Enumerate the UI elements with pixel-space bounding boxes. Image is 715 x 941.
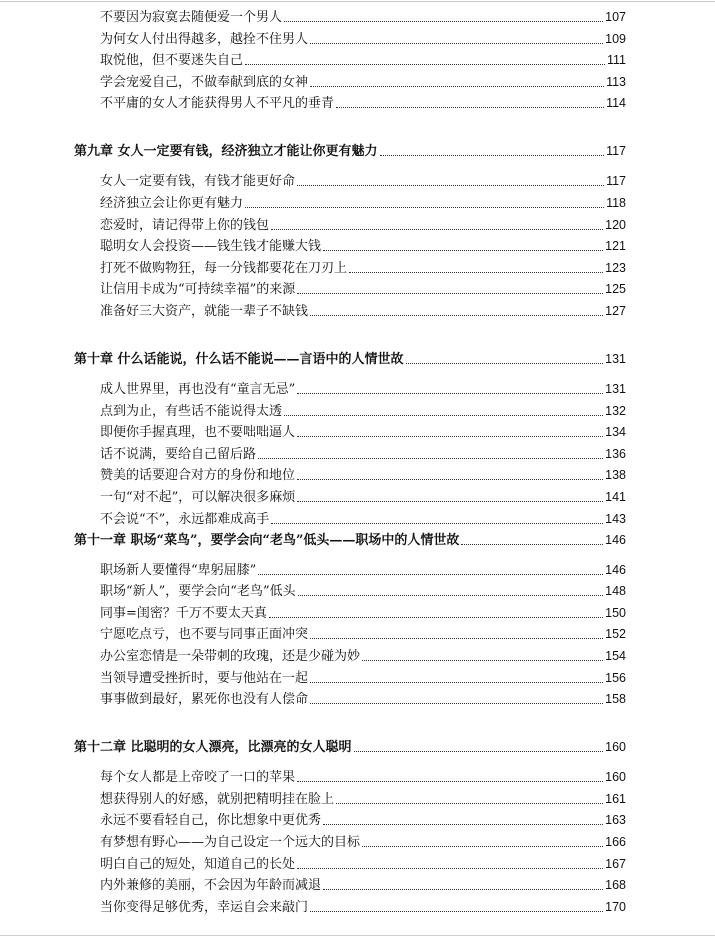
toc-entry[interactable] — [100, 8, 626, 26]
dot-leader — [258, 573, 603, 575]
dot-leader — [297, 867, 603, 869]
toc-entry[interactable] — [100, 51, 626, 69]
dot-leader — [406, 362, 604, 364]
entry-page-number: 138 — [605, 468, 626, 483]
toc-entry[interactable] — [100, 259, 626, 277]
entry-title: 内外兼修的美丽，不会因为年龄而减退 — [100, 878, 322, 894]
dot-leader — [310, 42, 603, 44]
toc-entry[interactable] — [100, 380, 626, 398]
chapter-page-number: 160 — [605, 740, 626, 755]
toc-entry[interactable] — [100, 30, 626, 48]
entry-title: 事事做到最好，累死你也没有人偿命 — [100, 692, 309, 708]
entry-page-number: 132 — [605, 403, 626, 418]
dot-leader — [354, 750, 604, 752]
entry-page-number: 134 — [605, 425, 626, 440]
entry-title: 当你变得足够优秀，幸运自会来敲门 — [100, 899, 309, 915]
dot-leader — [336, 802, 603, 804]
dot-leader — [362, 659, 603, 661]
dot-leader — [245, 63, 605, 65]
toc-entry[interactable] — [100, 510, 626, 528]
dot-leader — [258, 457, 603, 459]
chapter-title: 第十一章 职场“菜鸟”，要学会向“老鸟”低头——职场中的人情世故 — [74, 532, 460, 548]
dot-leader — [245, 206, 604, 208]
entry-title: 即便你手握真理，也不要咄咄逼人 — [100, 425, 296, 441]
toc-entry[interactable] — [100, 237, 626, 255]
entry-page-number: 163 — [605, 813, 626, 828]
entry-title: 职场“新人”，要学会向“老鸟”低头 — [100, 584, 296, 600]
entry-page-number: 170 — [605, 899, 626, 914]
toc-entry[interactable] — [100, 561, 626, 579]
toc-entry[interactable] — [100, 488, 626, 506]
entry-page-number: 141 — [605, 490, 626, 504]
dot-leader — [297, 184, 604, 186]
dot-leader — [271, 522, 603, 524]
toc-entry[interactable] — [100, 625, 626, 643]
chapter-heading[interactable] — [74, 142, 626, 160]
dot-leader — [310, 637, 603, 639]
dot-leader — [297, 478, 603, 480]
entry-page-number: 123 — [605, 260, 626, 275]
chapter-heading[interactable] — [74, 531, 626, 549]
entry-page-number: 148 — [605, 584, 626, 599]
entry-title: 职场新人要懂得“卑躬屈膝” — [100, 562, 257, 578]
dot-leader — [323, 823, 603, 825]
entry-title: 经济独立会让你更有魅力 — [100, 196, 244, 211]
entry-page-number: 131 — [605, 382, 626, 396]
dot-leader — [298, 594, 604, 596]
toc-entry[interactable] — [100, 302, 626, 320]
dot-leader — [271, 228, 603, 230]
toc-entry[interactable] — [100, 833, 626, 851]
dot-leader — [310, 910, 603, 912]
entry-page-number: 161 — [605, 791, 626, 806]
entry-title: 恋爱时，请记得带上你的钱包 — [100, 217, 270, 233]
entry-title: 一句“对不起”，可以解决很多麻烦 — [100, 490, 296, 505]
dot-leader — [297, 292, 603, 294]
toc-entry[interactable] — [100, 280, 626, 298]
dot-leader — [310, 314, 603, 316]
chapter-page-number: 131 — [605, 352, 626, 366]
entry-page-number: 167 — [605, 856, 626, 871]
entry-title: 想获得别人的好感，就别把精明挂在脸上 — [100, 791, 335, 807]
toc-entry[interactable] — [100, 811, 626, 829]
toc-entry[interactable] — [100, 423, 626, 441]
toc-entry[interactable] — [100, 604, 626, 622]
toc-entry[interactable] — [100, 172, 626, 190]
toc-entry[interactable] — [100, 669, 626, 687]
toc-entry[interactable] — [100, 855, 626, 873]
chapter-title: 第十章 什么话能说，什么话不能说——言语中的人情世故 — [74, 352, 404, 367]
toc-entry[interactable] — [100, 647, 626, 665]
entry-title: 不要因为寂寞去随便爱一个男人 — [100, 10, 283, 25]
entry-page-number: 150 — [605, 605, 626, 620]
toc-entry[interactable] — [100, 768, 626, 786]
dot-leader — [336, 106, 604, 108]
dot-leader — [349, 271, 603, 273]
entry-title: 女人一定要有钱，有钱才能更好命 — [100, 174, 296, 190]
entry-page-number: 111 — [606, 53, 626, 68]
entry-page-number: 113 — [606, 74, 626, 89]
entry-page-number: 117 — [606, 174, 626, 189]
chapter-heading[interactable] — [74, 350, 626, 368]
toc-entry[interactable] — [100, 216, 626, 234]
dot-leader — [297, 435, 603, 437]
toc-entry[interactable] — [100, 194, 626, 212]
entry-title: 赞美的话要迎合对方的身份和地位 — [100, 468, 296, 484]
chapter-title: 第十二章 比聪明的女人漂亮，比漂亮的女人聪明 — [74, 740, 352, 756]
entry-title: 学会宠爱自己，不做奉献到底的女神 — [100, 74, 309, 90]
dot-leader — [297, 500, 603, 502]
entry-title: 永远不要看轻自己，你比想象中更优秀 — [100, 813, 322, 829]
dot-leader — [284, 414, 603, 416]
entry-title: 话不说满，要给自己留后路 — [100, 446, 257, 462]
entry-page-number: 154 — [605, 649, 626, 663]
entry-page-number: 127 — [605, 304, 626, 318]
entry-page-number: 156 — [605, 670, 626, 685]
bottom-page-rule — [0, 935, 715, 936]
entry-title: 每个女人都是上帝咬了一口的苹果 — [100, 770, 296, 786]
toc-entry[interactable] — [100, 94, 626, 112]
entry-title: 为何女人付出得越多，越拴不住男人 — [100, 31, 309, 47]
entry-title: 准备好三大资产，就能一辈子不缺钱 — [100, 304, 309, 319]
entry-page-number: 109 — [605, 31, 626, 46]
entry-page-number: 114 — [606, 96, 626, 111]
entry-title: 打死不做购物狂，每一分钱都要花在刀刃上 — [100, 260, 348, 276]
dot-leader — [284, 20, 603, 22]
entry-title: 有梦想有野心——为自己设定一个远大的目标 — [100, 835, 361, 850]
dot-leader — [362, 845, 603, 847]
entry-page-number: 121 — [605, 239, 626, 254]
entry-title: 聪明女人会投资——钱生钱才能赚大钱 — [100, 239, 322, 255]
dot-leader — [380, 154, 605, 156]
entry-page-number: 158 — [605, 692, 626, 707]
entry-page-number: 118 — [606, 196, 626, 210]
dot-leader — [297, 392, 603, 394]
dot-leader — [297, 780, 603, 782]
entry-page-number: 107 — [605, 10, 626, 24]
chapter-page-number: 117 — [606, 144, 626, 159]
entry-page-number: 152 — [605, 627, 626, 642]
entry-title: 宁愿吃点亏，也不要与同事正面冲突 — [100, 627, 309, 643]
toc-entry[interactable] — [100, 690, 626, 708]
entry-title: 不平庸的女人才能获得男人不平凡的垂青 — [100, 96, 335, 112]
toc-entry[interactable] — [100, 898, 626, 916]
entry-page-number: 160 — [605, 770, 626, 785]
entry-title: 让信用卡成为“可持续幸福”的来源 — [100, 282, 296, 298]
toc-entry[interactable] — [100, 445, 626, 463]
entry-title: 明白自己的短处，知道自己的长处 — [100, 856, 296, 872]
toc-entry[interactable] — [100, 402, 626, 420]
toc-entry[interactable] — [100, 582, 626, 600]
entry-page-number: 120 — [605, 217, 626, 232]
toc-entry[interactable] — [100, 790, 626, 808]
entry-page-number: 168 — [605, 878, 626, 893]
entry-page-number: 143 — [605, 511, 626, 526]
dot-leader — [461, 543, 603, 545]
toc-entry[interactable] — [100, 876, 626, 894]
dot-leader — [310, 85, 604, 87]
dot-leader — [310, 702, 603, 704]
entry-page-number: 146 — [605, 562, 626, 577]
entry-title: 取悦他，但不要迷失自己 — [100, 53, 244, 69]
dot-leader — [269, 616, 603, 618]
entry-title: 点到为止，有些话不能说得太透 — [100, 403, 283, 419]
dot-leader — [323, 888, 603, 890]
chapter-title: 第九章 女人一定要有钱，经济独立才能让你更有魅力 — [74, 144, 378, 160]
entry-page-number: 125 — [605, 282, 626, 297]
entry-title: 同事=闺密？千万不要太天真 — [100, 605, 267, 621]
entry-title: 不会说“不”，永远都难成高手 — [100, 511, 270, 527]
entry-title: 办公室恋情是一朵带刺的玫瑰，还是少碰为妙 — [100, 649, 361, 664]
dot-leader — [323, 249, 603, 251]
toc-entry[interactable] — [100, 466, 626, 484]
entry-page-number: 136 — [605, 446, 626, 461]
chapter-page-number: 146 — [605, 532, 626, 547]
toc-entry[interactable] — [100, 73, 626, 91]
dot-leader — [310, 681, 603, 683]
entry-page-number: 166 — [605, 835, 626, 849]
entry-title: 成人世界里，再也没有“童言无忌” — [100, 382, 296, 397]
chapter-heading[interactable] — [74, 738, 626, 756]
entry-title: 当领导遭受挫折时，要与他站在一起 — [100, 670, 309, 686]
